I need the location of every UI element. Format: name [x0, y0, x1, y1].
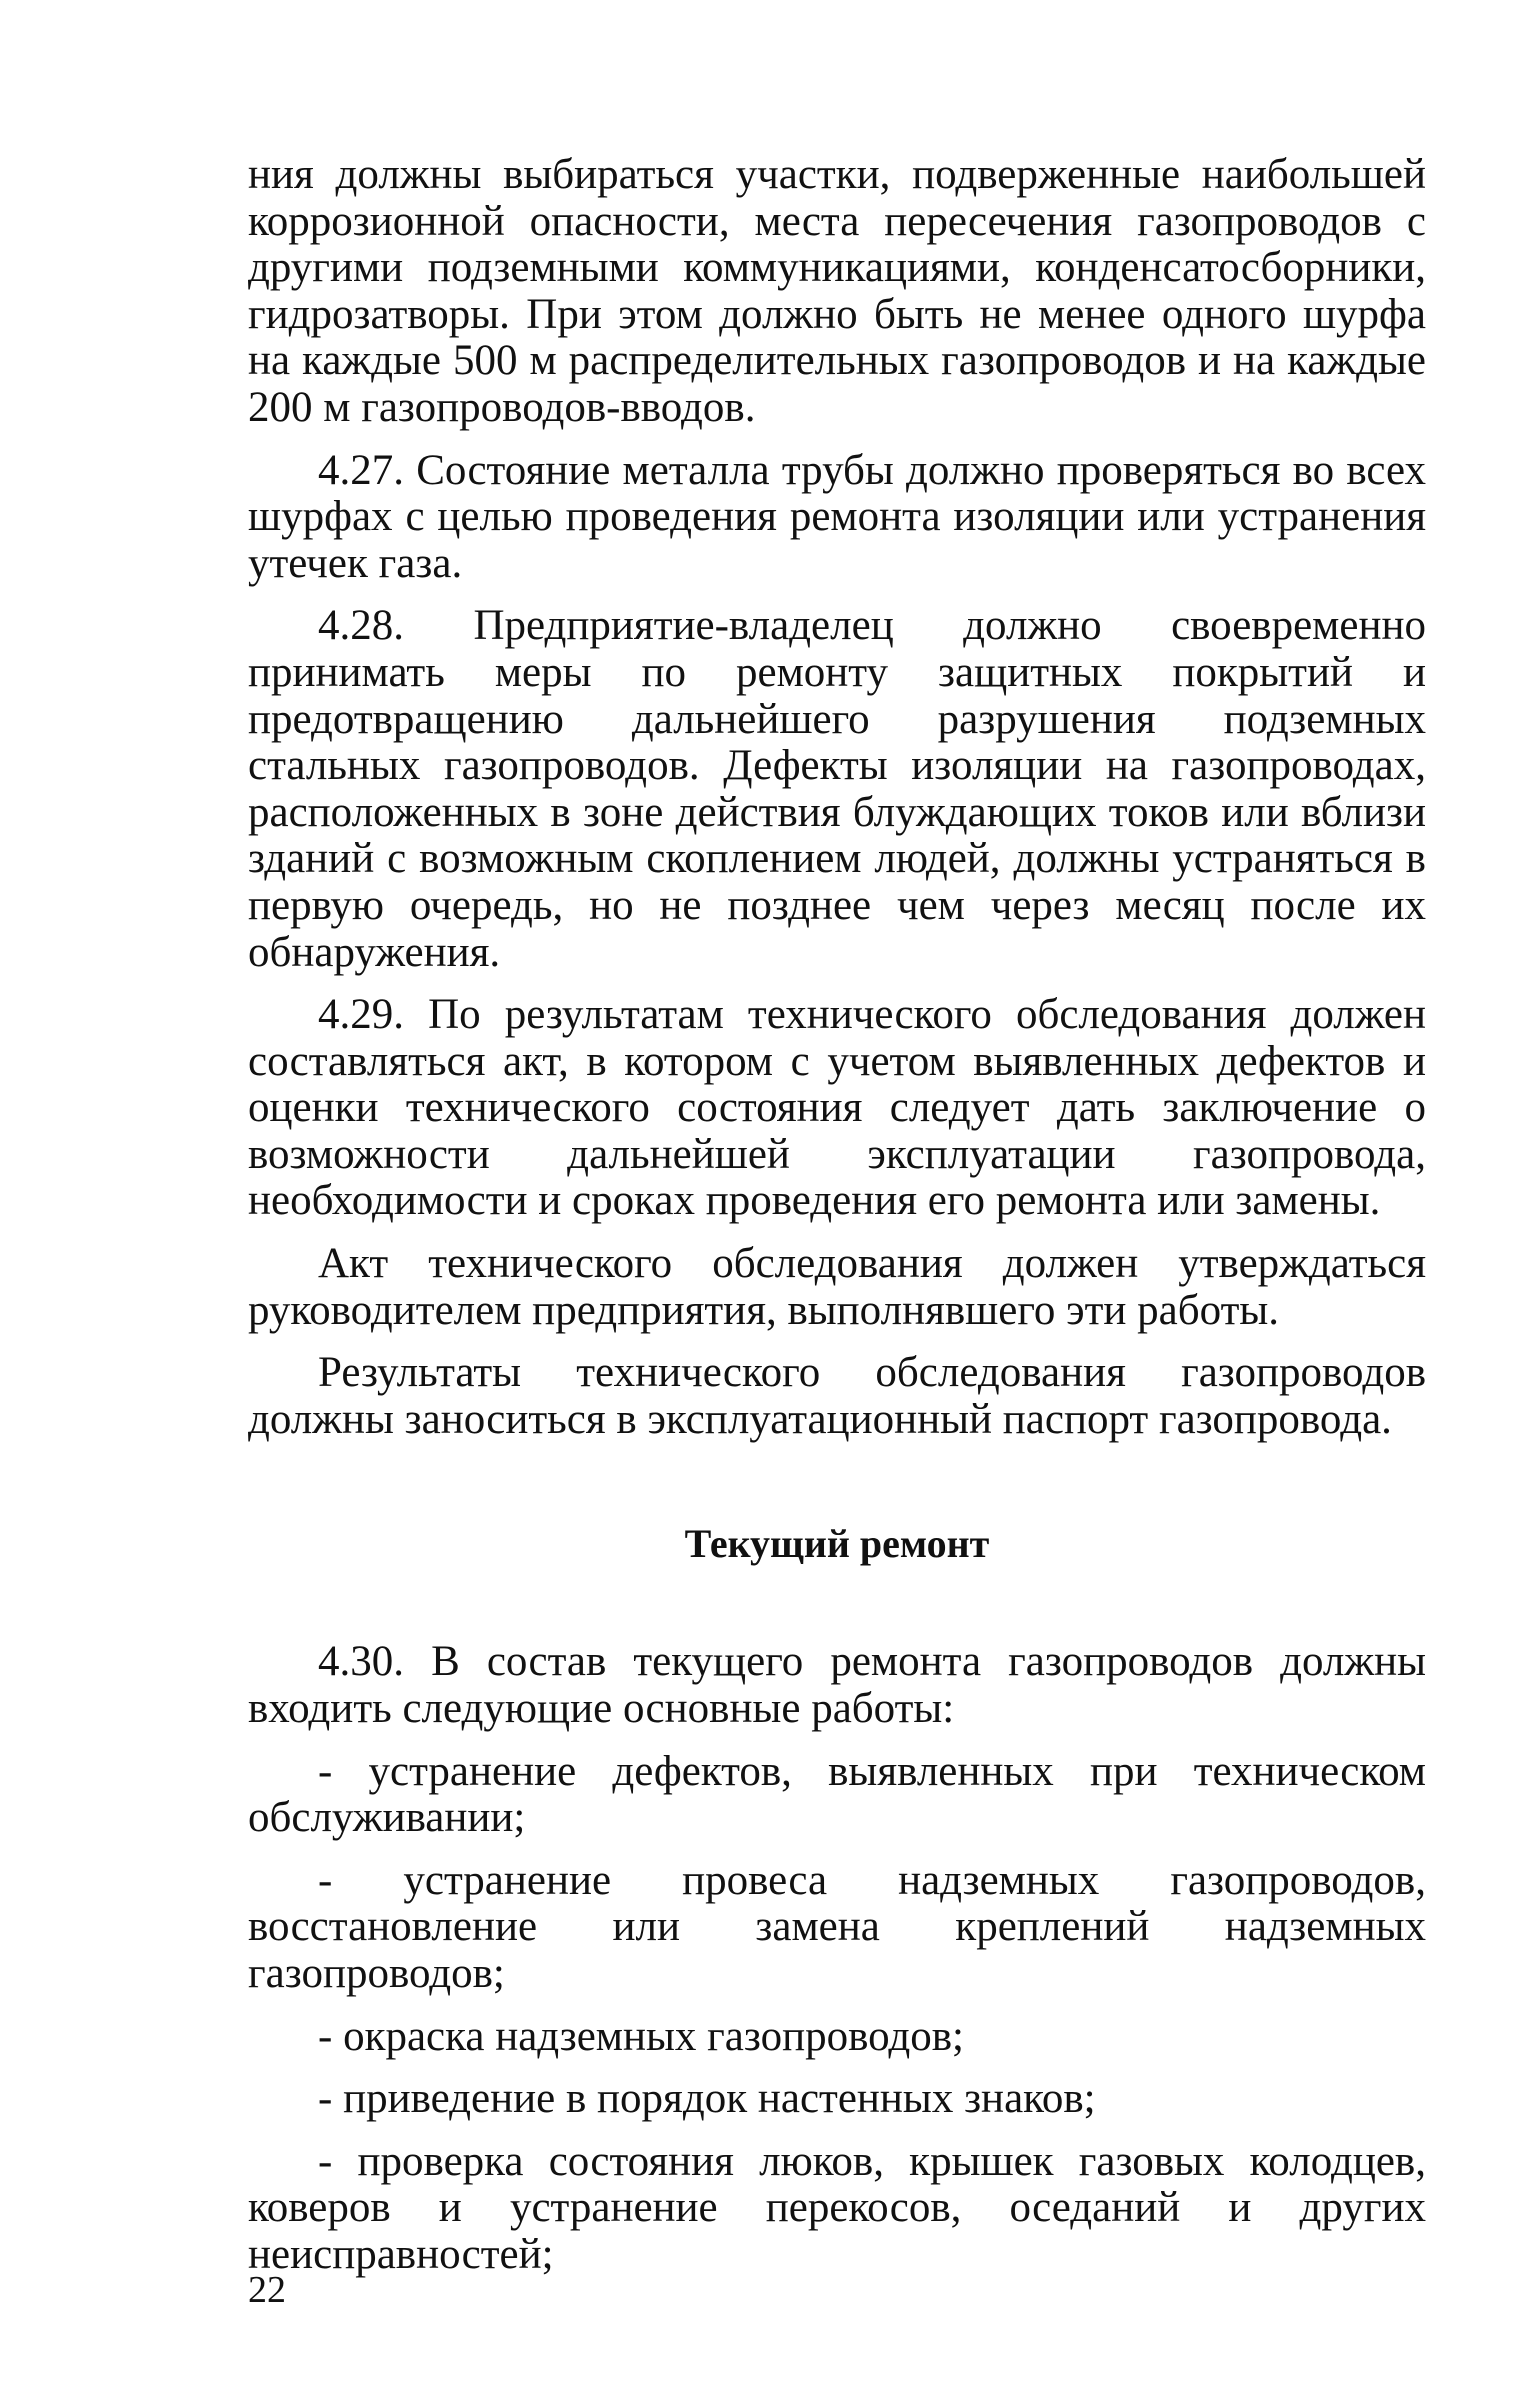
list-item: - устранение провеса надземных газопроводов, восстановление или замена креплений надземных газопроводов; — [248, 1856, 1426, 1997]
list-item: - приведение в порядок настенных знаков; — [318, 2075, 1096, 2123]
paragraph-act: Акт технического обследования должен утверждаться руководителем предприятия, выполнявшего эти работы. — [248, 1240, 1426, 1334]
list-item: - окраска надземных газопроводов; — [318, 2012, 965, 2060]
page-number: 22 — [248, 2269, 286, 2311]
paragraph-4-30: 4.30. В состав текущего ремонта газопроводов должны входить следующие основные работы: — [248, 1638, 1426, 1733]
list-item: - устранение дефектов, выявленных при техническом обслуживании; — [248, 1747, 1426, 1842]
paragraph-4-27: 4.27. Состояние металла трубы должно проверяться во всех шурфах с целью проведения ремонта изоляции или устранения утечек газа. — [248, 446, 1426, 587]
paragraph-continuation: ния должны выбираться участки, подверженные наибольшей коррозионной опасности, места пересечения газопроводов с другими подземными коммуникациями, конденсатосборники, гидрозатворы. При этом должно быть не менее одного шурфа на каждые 500 м распределительных газопроводов и на каждые 200 м газопроводов-вводов. — [248, 151, 1426, 431]
paragraph-4-29: 4.29. По результатам технического обследования должен составляться акт, в котором с учетом выявленных дефектов и оценки технического состояния следует дать заключение о возможности дальнейшей эксплуатации газопровода, необходимости и сроках проведения его ремонта или замены. — [248, 991, 1426, 1225]
text-column — [248, 152, 1426, 2295]
list-item: - проверка состояния люков, крышек газовых колодцев, коверов и устранение перекосов, оседаний и других неисправностей; — [248, 2137, 1426, 2278]
section-heading: Текущий ремонт — [684, 1521, 990, 1567]
paragraph-results: Результаты технического обследования газопроводов должны заноситься в эксплуатационный паспорт газопровода. — [248, 1349, 1426, 1443]
paragraph-4-28: 4.28. Предприятие-владелец должно своевременно принимать меры по ремонту защитных покрытий и предотвращению дальнейшего разрушения подземных стальных газопроводов. Дефекты изоляции на газопроводах, расположенных в зоне действия блуждающих токов или вблизи зданий с возможным скоплением людей, должны устраняться в первую очередь, но не позднее чем через месяц после их обнаружения. — [248, 602, 1426, 976]
